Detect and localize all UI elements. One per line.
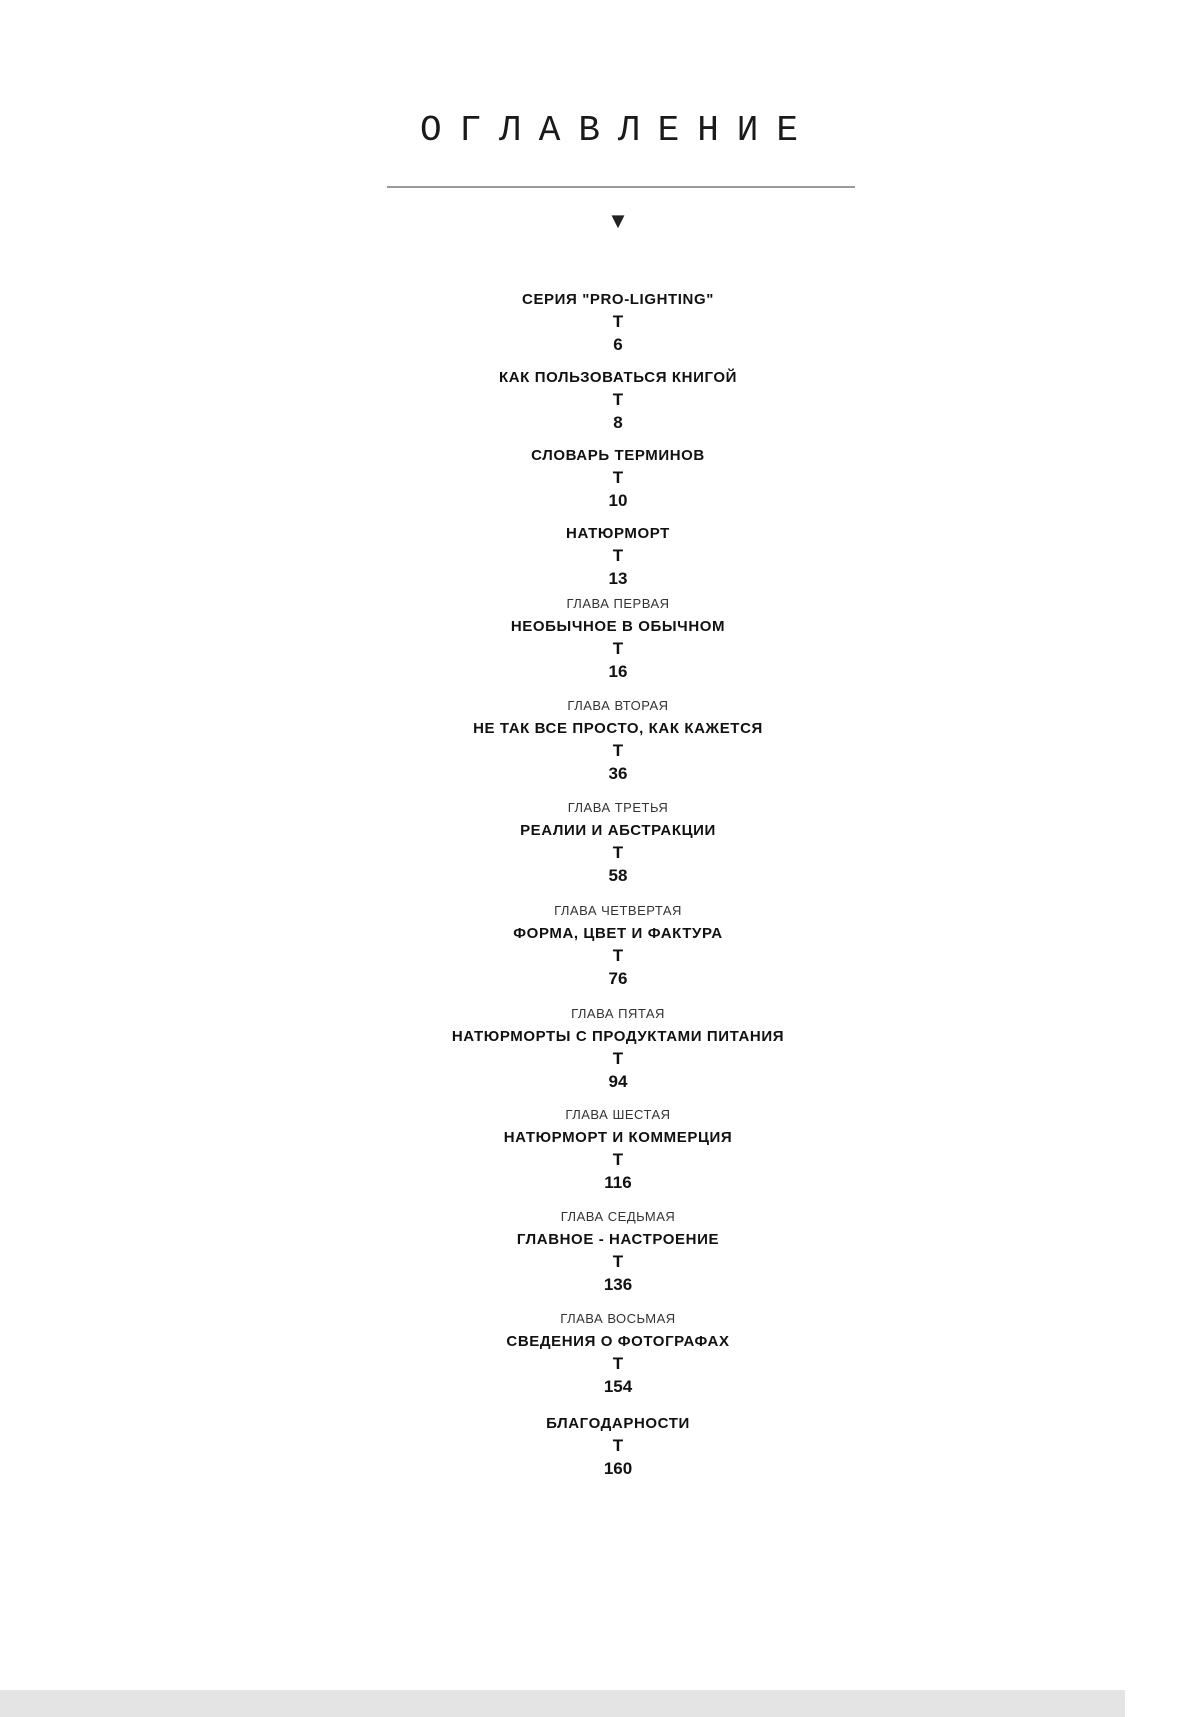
entry-title: КАК ПОЛЬЗОВАТЬСЯ КНИГОЙ: [498, 369, 738, 386]
chapter-label: ГЛАВА ВОСЬМАЯ: [560, 1311, 676, 1326]
toc-entry: [0, 901, 1200, 991]
page-number: 36: [608, 764, 628, 783]
toc-entry: [0, 1207, 1200, 1297]
scan-edge-band: [0, 1690, 1125, 1717]
leader-mark: Т: [612, 312, 624, 331]
leader-mark: Т: [612, 1436, 624, 1455]
chapter-label: ГЛАВА ВТОРАЯ: [567, 698, 669, 713]
entry-title: НАТЮРМОРТ: [566, 525, 670, 542]
toc-entry: [0, 367, 1200, 435]
page-number: 76: [608, 969, 628, 988]
entry-title: СЛОВАРЬ ТЕРМИНОВ: [531, 447, 705, 464]
toc-entry: [0, 289, 1200, 357]
page-number: 8: [613, 413, 623, 432]
page-number: 94: [608, 1072, 628, 1091]
page-number: 13: [608, 569, 628, 588]
leader-mark: Т: [612, 639, 624, 658]
entry-title: НЕОБЫЧНОЕ В ОБЫЧНОМ: [510, 618, 726, 635]
entry-title: НЕ ТАК ВСЕ ПРОСТО, КАК КАЖЕТСЯ: [473, 720, 763, 737]
page-number: 160: [603, 1459, 633, 1478]
toc-entry: [0, 1309, 1200, 1399]
page-number: 116: [604, 1173, 632, 1192]
page-title: ОГЛАВЛЕНИЕ: [419, 110, 817, 151]
entry-title: РЕАЛИИ И АБСТРАКЦИИ: [520, 822, 716, 839]
leader-mark: Т: [612, 546, 624, 565]
entry-title: БЛАГОДАРНОСТИ: [546, 1415, 690, 1432]
entry-title: СВЕДЕНИЯ О ФОТОГРАФАХ: [506, 1333, 730, 1350]
toc-entry: [0, 798, 1200, 888]
chapter-label: ГЛАВА ПЕРВАЯ: [566, 596, 670, 611]
page-number: 6: [613, 335, 623, 354]
chapter-label: ГЛАВА ПЯТАЯ: [571, 1006, 665, 1021]
leader-mark: Т: [612, 1049, 624, 1068]
page-number: 136: [603, 1275, 633, 1294]
leader-mark: Т: [612, 1252, 624, 1271]
page-number: 16: [608, 662, 628, 681]
leader-mark: Т: [612, 1150, 624, 1169]
page-number: 10: [608, 491, 628, 510]
entry-title: ГЛАВНОЕ - НАСТРОЕНИЕ: [516, 1231, 720, 1248]
toc-entry: [0, 696, 1200, 786]
chapter-label: ГЛАВА СЕДЬМАЯ: [560, 1209, 676, 1224]
chapter-label: ГЛАВА ЧЕТВЕРТАЯ: [554, 903, 682, 918]
entry-title: СЕРИЯ "PRO-LIGHTING": [522, 291, 714, 308]
entry-title: ФОРМА, ЦВЕТ И ФАКТУРА: [513, 925, 723, 942]
leader-mark: Т: [612, 1354, 624, 1373]
entry-title: НАТЮРМОРТЫ С ПРОДУКТАМИ ПИТАНИЯ: [451, 1028, 785, 1045]
toc-entry: [0, 594, 1200, 684]
entry-title: НАТЮРМОРТ И КОММЕРЦИЯ: [503, 1129, 733, 1146]
toc-entry: [0, 445, 1200, 513]
chapter-label: ГЛАВА ШЕСТАЯ: [565, 1107, 671, 1122]
toc-entry: [0, 1105, 1200, 1195]
page-number: 58: [608, 866, 628, 885]
toc-entry: [0, 523, 1200, 591]
chapter-label: ГЛАВА ТРЕТЬЯ: [567, 800, 669, 815]
toc-entry: [0, 1004, 1200, 1094]
leader-mark: Т: [612, 390, 624, 409]
down-triangle-icon: ▼: [607, 208, 629, 233]
page-number: 154: [603, 1377, 633, 1396]
title-divider: [387, 186, 855, 188]
leader-mark: Т: [612, 843, 624, 862]
leader-mark: Т: [612, 741, 624, 760]
leader-mark: Т: [612, 946, 624, 965]
toc-entry: [0, 1413, 1200, 1481]
leader-mark: Т: [612, 468, 624, 487]
